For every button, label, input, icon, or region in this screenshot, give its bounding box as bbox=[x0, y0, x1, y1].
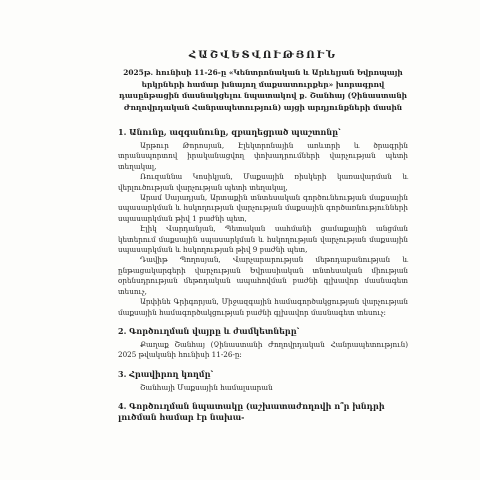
section-inviting-party bbox=[118, 369, 408, 393]
place-paragraph: Քաղաք Շանհայ (Չինաստանի Ժողովրդական Հանրապետություն) 2025 թվականի հունիսի 11-26-ը: bbox=[118, 339, 408, 360]
inviting-party-name: Շանհայի Մաքսային համալսարան bbox=[140, 382, 273, 392]
section-heading: 1. Անունը, ազգանունը, զբաղեցրած պաշտոնը՝ bbox=[118, 127, 341, 137]
document-subtitle: 2025թ. հունիսի 11-26-ը «Կենտրոնական և Արևելյան Եվրոպայի երկրների համար խնայող մաքսատուրքեր» խորագրով դասընթացին մասնակցելու նպատակով ք. Շանհայ (Չինաստանի Ժողովրդական Հանրապետություն) այցի արդյունքների մասին bbox=[119, 68, 407, 112]
section-heading: 2. Գործուղման վայրը և ժամկետները՝ bbox=[118, 325, 300, 336]
section-heading: 3. Հրավիրող կողմը՝ bbox=[118, 368, 214, 379]
participant-paragraph: Արփինե Գրիգորյան, Միջազգային համագործակցության վարչության մաքսային համագործակցության բաժնի գլխավոր մասնագետ տեսուչ: bbox=[118, 297, 408, 317]
section-heading: 4. Գործուղման նպատակը (աշխատաժողովի ո՞ր խնդրի լուծման համար էր նախա- bbox=[118, 401, 385, 423]
participant-paragraph: Դավիթ Պողոսյան, Վարչարարության մեթոդաբանության և ընթացակարգերի վարչության Եվրասիական տնտեսական միության օրենսդրության մեթոդական ապահովման բաժնի գլխավոր մասնագետ տեսուչ, bbox=[118, 255, 408, 296]
participant-paragraph: Արամ Սայադյան, Արտաքին տնտեսական գործունեության մաքսային սպասարկման և հսկողության վարչության մաքսային գործառնությունների սպասարկման թիվ 1 բաժնի պետ, bbox=[118, 193, 408, 223]
section-purpose bbox=[118, 401, 408, 423]
document-title: ՀԱՇՎԵՏՎՈՒԹՅՈՒՆ bbox=[188, 50, 338, 61]
participant-paragraph: Էլիկ Վարդանյան, Պետական սահմանի ցամաքային անցման կետերում մաքսային սպասարկման և հսկողության վարչության մաքսային սպասարկման և հսկողության թիվ 9 բաժնի պետ, bbox=[118, 224, 408, 255]
section-participants bbox=[118, 127, 408, 318]
participant-paragraph: Ռուզաննա Կոսիկյան, Մաքսային ռիսկերի կառավարման և վերլուծության վարչության պետի տեղակալ, bbox=[118, 172, 408, 192]
participant-paragraph: Արթուր Թորոսյան, Էլեկտրոնային առևտրի և ծրագրին տրանսպորտով իրականացվող փոխադրումների վարչության պետի տեղակալ, bbox=[118, 141, 408, 171]
section-place-and-dates bbox=[118, 326, 408, 361]
